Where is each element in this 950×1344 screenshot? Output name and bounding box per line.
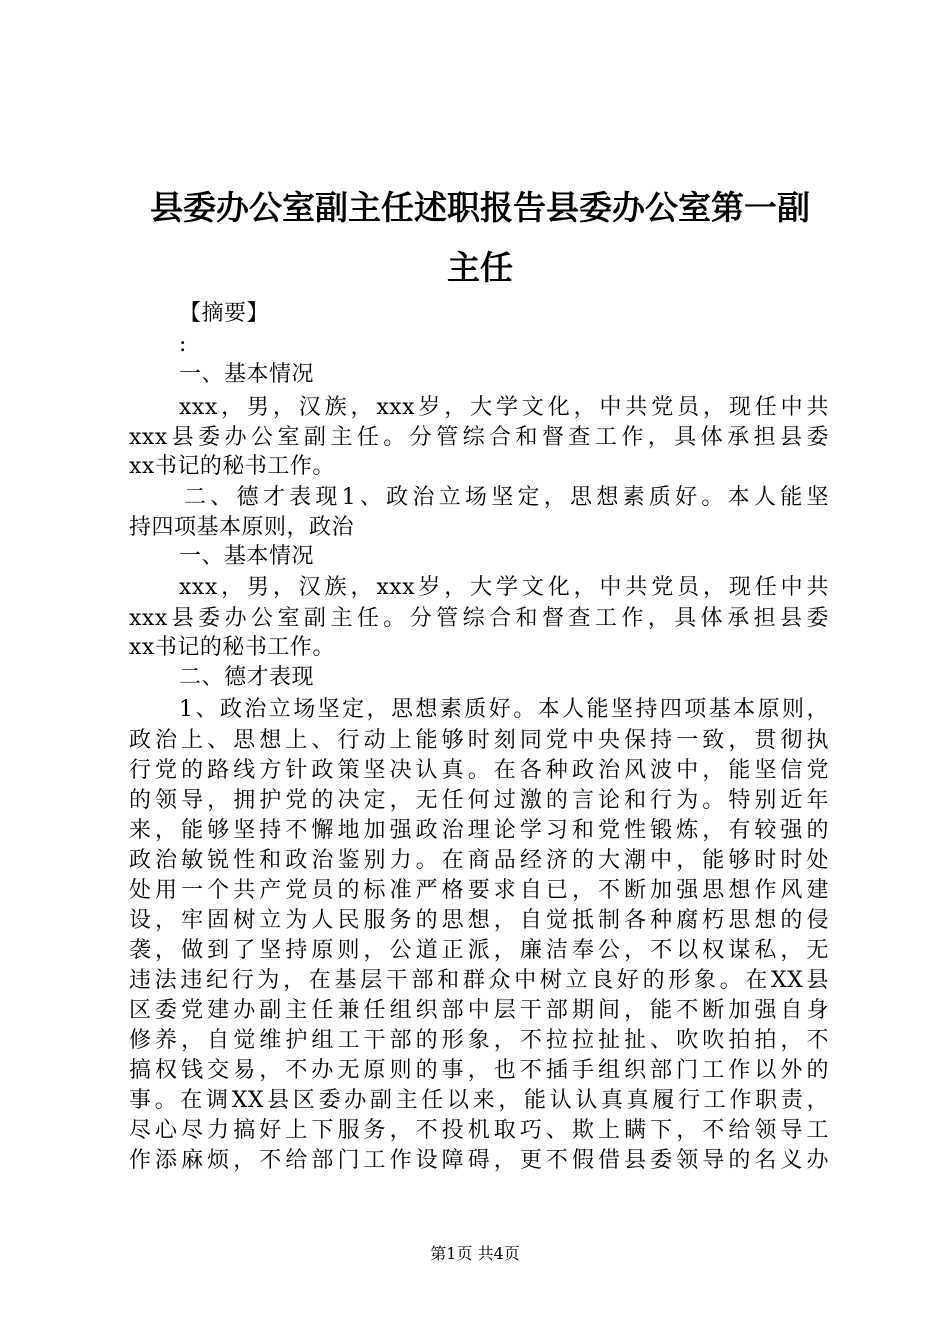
paragraph-line: 设，牢固树立为人民服务的思想，自觉抵制各种腐朽思想的侵 [129, 908, 829, 933]
paragraph-line: xx书记的秘书工作。 [129, 635, 335, 660]
paragraph-line: 违法违纪行为，在基层干部和群众中树立良好的形象。在XX县 [129, 968, 829, 993]
page-number-footer: 第1页 共4页 [430, 1244, 520, 1263]
paragraph-line: 行党的路线方针政策坚决认真。在各种政治风波中，能坚信党 [129, 758, 829, 783]
paragraph-line: 政治敏锐性和政治鉴别力。在商品经济的大潮中，能够时时处 [129, 848, 829, 873]
paragraph-line: 持四项基本原则，政治 [129, 515, 355, 540]
document-title-line-1: 县委办公室副主任述职报告县委办公室第一副 [150, 188, 810, 227]
paragraph-line: xx书记的秘书工作。 [129, 454, 335, 479]
paragraph-line: xxx，男，汉族，xxx岁，大学文化，中共党员，现任中共 [179, 575, 829, 600]
paragraph-line: 事。在调XX县区委办副主任以来，能认认真真履行工作职责， [129, 1088, 829, 1113]
paragraph-line: 的领导，拥护党的决定，无任何过激的言论和行为。特别近年 [129, 788, 829, 813]
section-heading: 一、基本情况 [179, 362, 315, 387]
section-heading: 一、基本情况 [179, 544, 315, 569]
abstract-label: 【摘要】 [179, 301, 270, 326]
paragraph-line: xxx县委办公室副主任。分管综合和督查工作，具体承担县委 [129, 606, 829, 631]
abstract-colon: : [179, 332, 187, 357]
paragraph-line: 修养，自觉维护组工干部的形象，不拉拉扯扯、吹吹拍拍，不 [129, 1028, 829, 1053]
section-heading: 二、德才表现 [179, 665, 315, 690]
paragraph-line: 来，能够坚持不懈地加强政治理论学习和党性锻炼，有较强的 [129, 818, 829, 843]
paragraph-line: 区委党建办副主任兼任组织部中层干部期间，能不断加强自身 [129, 998, 829, 1023]
paragraph-line: 搞权钱交易，不办无原则的事，也不插手组织部门工作以外的 [129, 1058, 829, 1083]
document-title-line-2: 主任 [447, 248, 513, 287]
paragraph-line: xxx县委办公室副主任。分管综合和督查工作，具体承担县委 [129, 425, 829, 450]
paragraph-line: 袭，做到了坚持原则，公道正派，廉洁奉公，不以权谋私，无 [129, 938, 829, 963]
paragraph-line: 尽心尽力搞好上下服务，不投机取巧、欺上瞒下，不给领导工 [129, 1118, 829, 1143]
paragraph-line: 1、政治立场坚定，思想素质好。本人能坚持四项基本原则， [179, 697, 829, 722]
paragraph-line: 处用一个共产党员的标准严格要求自已，不断加强思想作风建 [129, 878, 829, 903]
paragraph-line: 二、德才表现1、政治立场坚定，思想素质好。本人能坚 [184, 485, 829, 510]
paragraph-line: xxx，男，汉族，xxx岁，大学文化，中共党员，现任中共 [179, 395, 829, 420]
paragraph-line: 作添麻烦，不给部门工作设障碍，更不假借县委领导的名义办 [129, 1148, 829, 1173]
paragraph-line: 政治上、思想上、行动上能够时刻同党中央保持一致，贯彻执 [129, 728, 829, 753]
